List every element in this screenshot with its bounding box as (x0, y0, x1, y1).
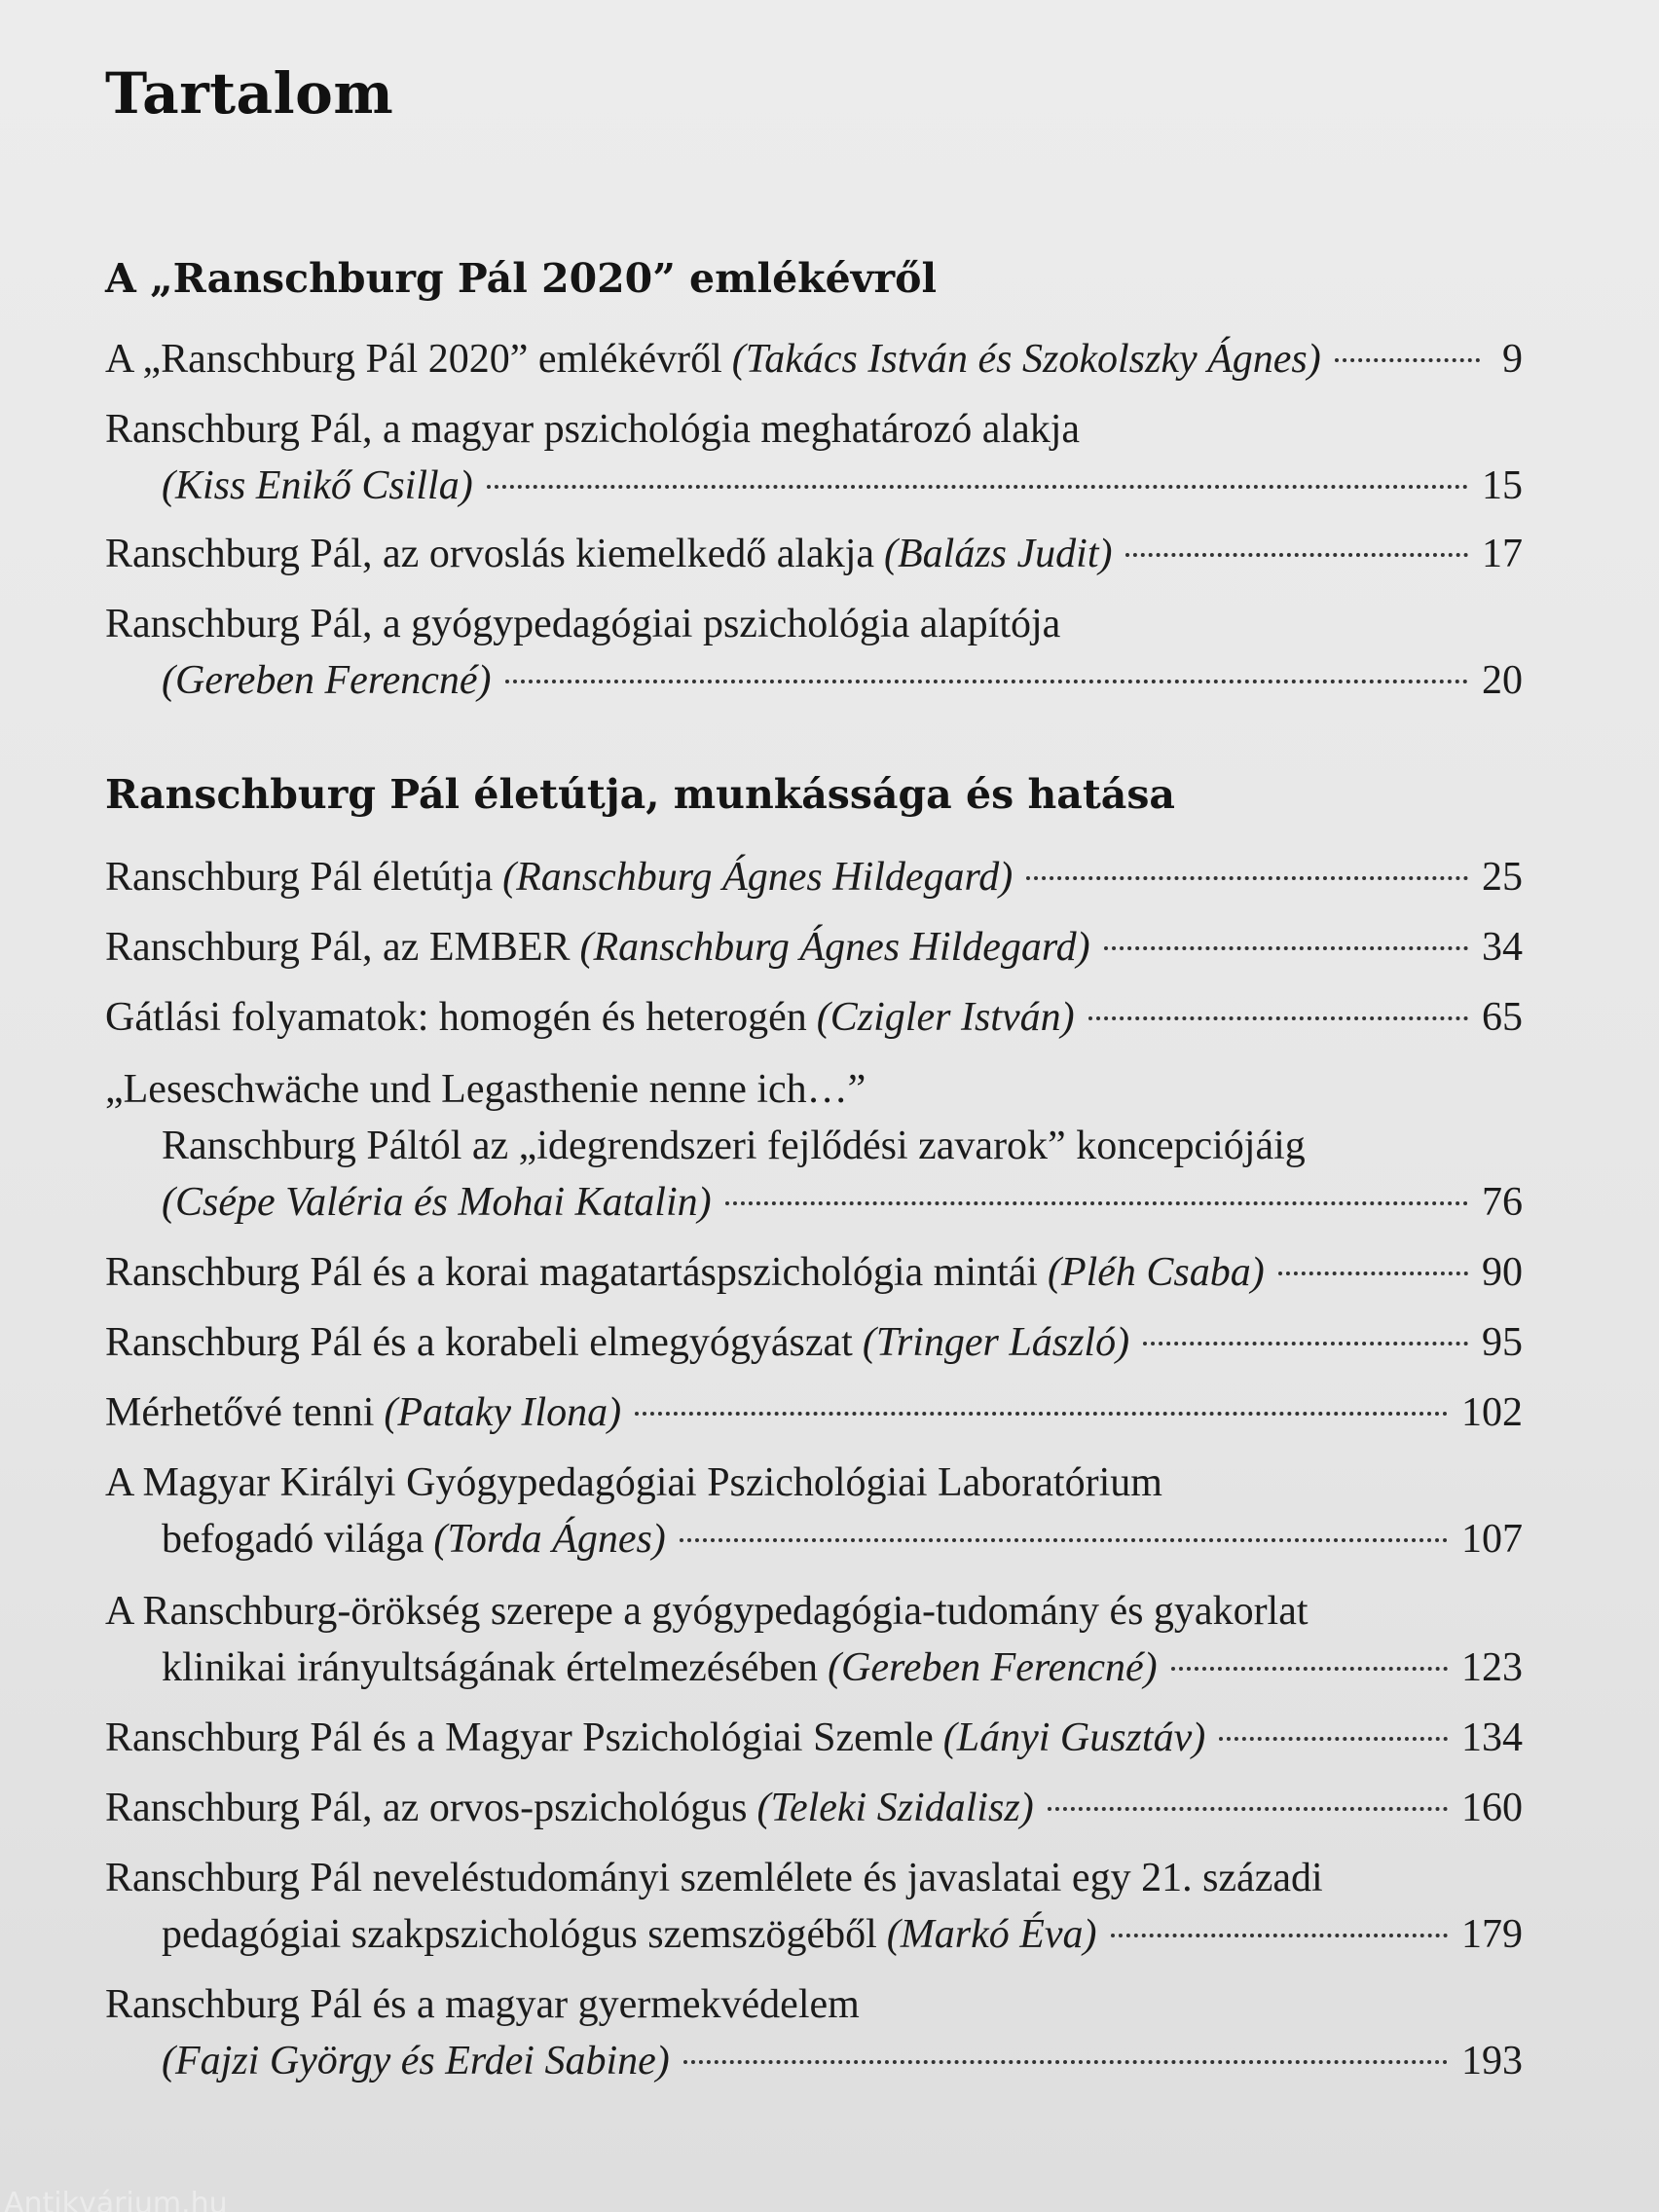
dot-leader (1143, 1342, 1468, 1346)
page-number: 179 (1461, 1912, 1523, 1957)
entry-title: Ranschburg Pál, a gyógypedagógiai pszichológia alapítója (105, 602, 1061, 646)
entry-author: (Ranschburg Ágnes Hildegard) (579, 925, 1090, 970)
entry-author: (Csépe Valéria és Mohai Katalin) (162, 1180, 712, 1225)
dot-leader (680, 1538, 1448, 1542)
entry-title: Ranschburg Pál és a korai magatartáspszichológia mintái (105, 1250, 1038, 1295)
page-number: 107 (1461, 1517, 1523, 1562)
entry-author: (Lányi Gusztáv) (942, 1715, 1206, 1760)
entry-title: Ranschburg Pál, az EMBER (105, 925, 571, 970)
toc-entry (105, 849, 1523, 905)
page-number: 76 (1482, 1180, 1523, 1225)
entry-title: A Ranschburg-örökség szerepe a gyógypedagógia-tudomány és gyakorlat (105, 1589, 1309, 1634)
page-number: 17 (1482, 532, 1523, 576)
entry-title: Ranschburg Pál, az orvoslás kiemelkedő alakja (105, 532, 875, 576)
section-title: A „Ranschburg Pál 2020” emlékévről (105, 255, 938, 302)
dot-leader (1335, 358, 1480, 362)
page-number: 95 (1482, 1320, 1523, 1365)
entry-title-cont: befogadó világa (162, 1517, 424, 1562)
watermark: Antikvárium.hu (4, 2187, 228, 2212)
page-number: 160 (1461, 1786, 1523, 1830)
dot-leader (1088, 1016, 1468, 1020)
toc-entry (105, 919, 1523, 976)
page-number: 123 (1461, 1645, 1523, 1690)
entry-title: A Magyar Királyi Gyógypedagógiai Pszichológiai Laboratórium (105, 1460, 1162, 1505)
toc-entry (105, 526, 1523, 582)
page-number: 20 (1482, 658, 1523, 703)
dot-leader (505, 680, 1468, 683)
page-number: 90 (1482, 1250, 1523, 1295)
dot-leader (1219, 1737, 1448, 1741)
entry-author: (Torda Ágnes) (433, 1517, 666, 1562)
toc-entry (105, 1976, 1523, 2089)
entry-author: (Pataky Ilona) (384, 1390, 622, 1435)
toc-entry (105, 1850, 1523, 1963)
dot-leader (1125, 553, 1468, 557)
entry-title: „Leseschwäche und Legasthenie nenne ich…” (105, 1067, 866, 1112)
page-number: 102 (1461, 1390, 1523, 1435)
page-title: Tartalom (105, 60, 394, 127)
entry-title: Ranschburg Pál, az orvos-pszichológus (105, 1786, 748, 1830)
entry-title: Ranschburg Pál és a magyar gyermekvédelem (105, 1982, 860, 2027)
toc-entry (105, 596, 1523, 709)
toc-entry (105, 1244, 1523, 1301)
entry-title: Ranschburg Pál és a Magyar Pszichológiai Szemle (105, 1715, 934, 1760)
entry-author: (Gereben Ferencné) (162, 658, 492, 703)
entry-author: (Kiss Enikő Csilla) (162, 463, 473, 508)
entry-author: (Pléh Csaba) (1047, 1250, 1265, 1295)
dot-leader (1278, 1272, 1468, 1275)
entry-author: (Markó Éva) (886, 1912, 1097, 1957)
entry-title-cont: klinikai irányultságának értelmezésében (162, 1645, 819, 1690)
dot-leader (487, 485, 1468, 489)
entry-author: (Balázs Judit) (884, 532, 1113, 576)
entry-title: A „Ranschburg Pál 2020” emlékévről (105, 337, 722, 382)
toc-entry (105, 1583, 1523, 1696)
dot-leader (1171, 1667, 1448, 1671)
page-number: 15 (1482, 463, 1523, 508)
toc-entry (105, 1780, 1523, 1836)
toc-entry (105, 331, 1523, 387)
page-number: 9 (1502, 337, 1523, 382)
entry-title: Ranschburg Pál életútja (105, 855, 494, 900)
entry-author: (Gereben Ferencné) (828, 1645, 1158, 1690)
entry-author: (Tringer László) (862, 1320, 1130, 1365)
entry-title: Gátlási folyamatok: homogén és heterogén (105, 995, 807, 1040)
entry-author: (Fajzi György és Erdei Sabine) (162, 2039, 670, 2083)
dot-leader (1048, 1807, 1448, 1811)
dot-leader (725, 1201, 1468, 1205)
page-number: 193 (1461, 2039, 1523, 2083)
entry-title-cont: Ranschburg Páltól az „idegrendszeri fejlődési zavarok” koncepciójáig (162, 1124, 1306, 1168)
toc-entry (105, 1384, 1523, 1441)
dot-leader (635, 1412, 1448, 1416)
page-number: 25 (1482, 855, 1523, 900)
page-number: 134 (1461, 1715, 1523, 1760)
entry-title-cont: pedagógiai szakpszichológus szemszögéből (162, 1912, 877, 1957)
dot-leader (683, 2060, 1448, 2064)
entry-author: (Ranschburg Ágnes Hildegard) (502, 855, 1014, 900)
toc-entry (105, 1314, 1523, 1371)
entry-author: (Czigler István) (816, 995, 1075, 1040)
toc-entry (105, 1061, 1523, 1231)
dot-leader (1104, 946, 1468, 950)
entry-author: (Takács István és Szokolszky Ágnes) (731, 337, 1321, 382)
toc-entry (105, 1455, 1523, 1567)
toc-entry (105, 401, 1523, 514)
page-number: 65 (1482, 995, 1523, 1040)
dot-leader (1111, 1934, 1448, 1937)
entry-title: Ranschburg Pál, a magyar pszichológia meghatározó alakja (105, 407, 1081, 452)
section-title: Ranschburg Pál életútja, munkássága és hatása (105, 771, 1175, 818)
entry-title: Ranschburg Pál neveléstudományi szemlélete és javaslatai egy 21. századi (105, 1856, 1323, 1900)
toc-entry (105, 1710, 1523, 1766)
entry-title: Mérhetővé tenni (105, 1390, 375, 1435)
page-number: 34 (1482, 925, 1523, 970)
dot-leader (1026, 876, 1468, 880)
toc-entry (105, 989, 1523, 1046)
entry-author: (Teleki Szidalisz) (756, 1786, 1034, 1830)
entry-title: Ranschburg Pál és a korabeli elmegyógyászat (105, 1320, 853, 1365)
